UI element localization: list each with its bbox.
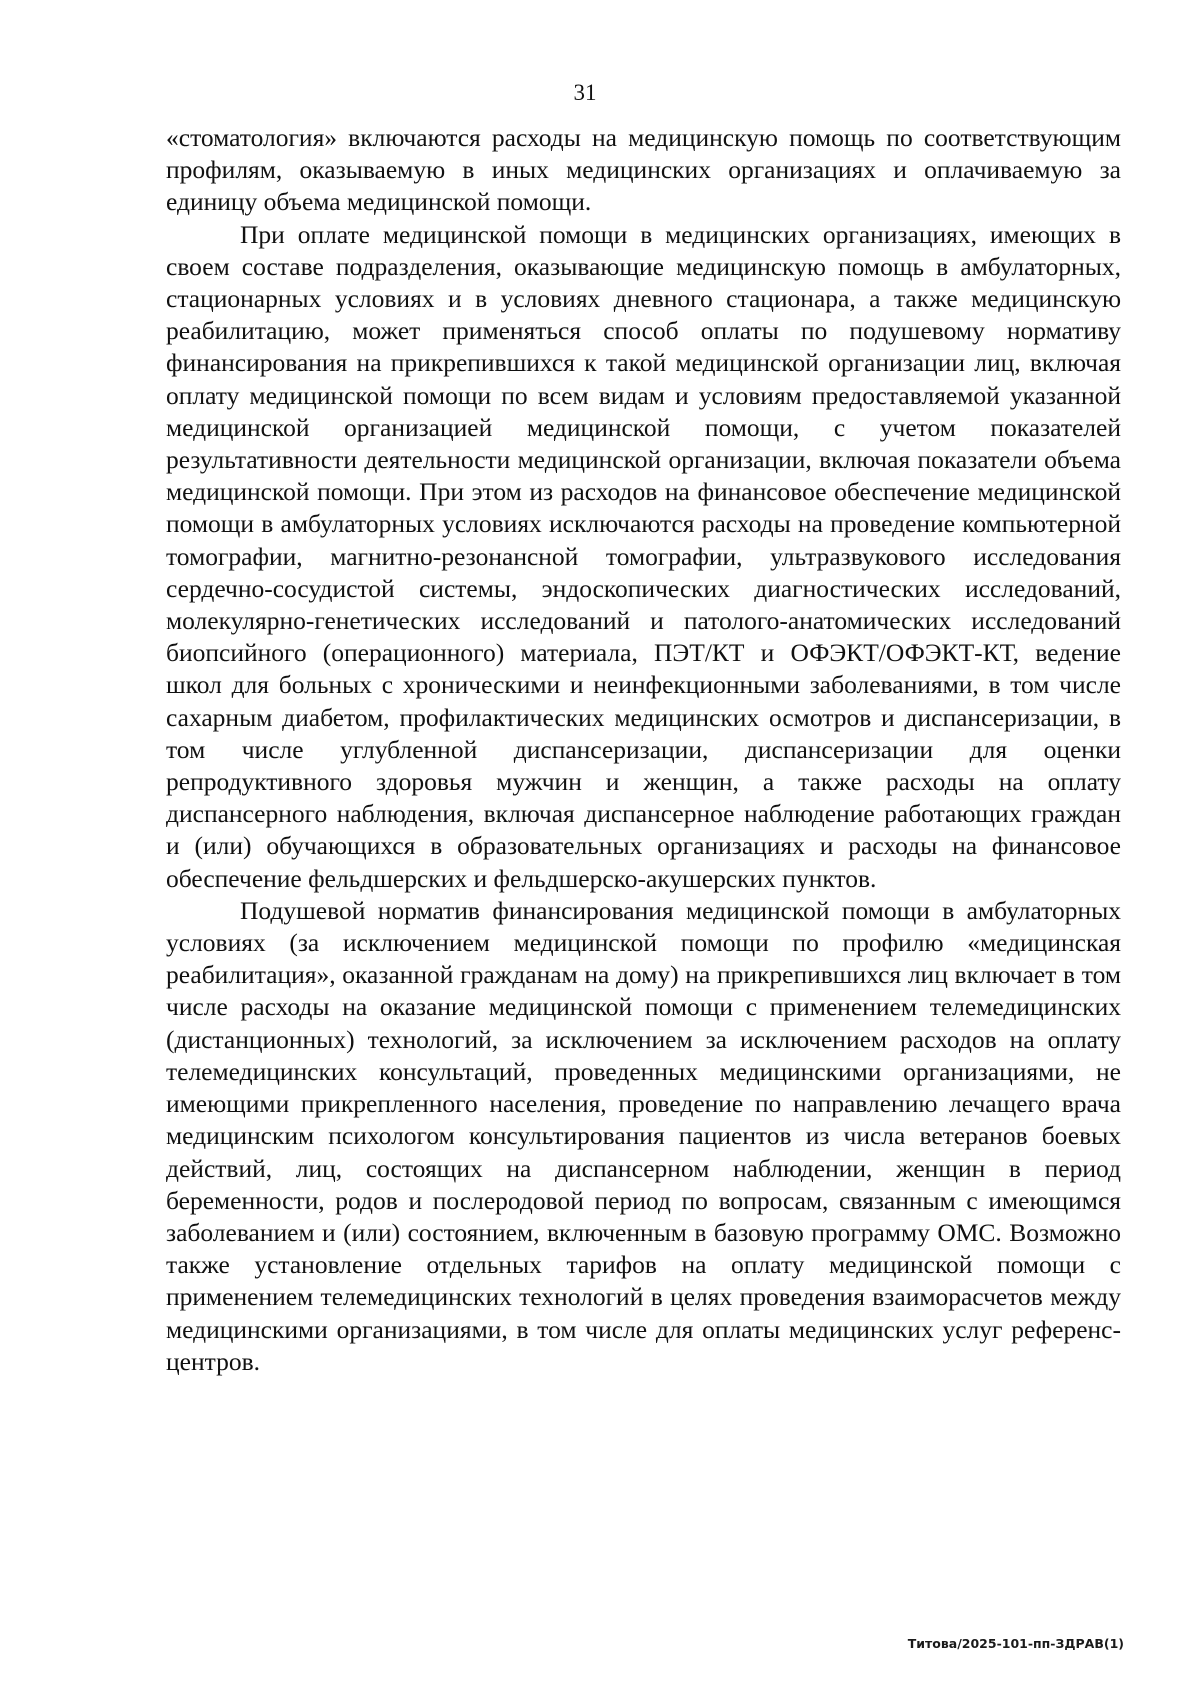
footer-document-code: Титова/2025-101-пп-ЗДРАВ(1) — [907, 1636, 1124, 1651]
paragraph-per-capita-standard: Подушевой норматив финансирования медицинской помощи в амбулаторных условиях (за исключением медицинской помощи по профилю «медицинская реабилитация», оказанной гражданам на дому) на прикрепившихся лиц включает в том числе расходы на оказание медицинской помощи с применением телемедицинских (дистанционных) технологий, за исключением за исключением расходов на оплату телемедицинских консультаций, проведенных медицинскими организациями, не имеющими прикрепленного населения, проведение по направлению лечащего врача медицинским психологом консультирования пациентов из числа ветеранов боевых действий, лиц, состоящих на диспансерном наблюдении, женщин в период беременности, родов и послеродовой период по вопросам, связанным с имеющимся заболеванием и (или) состоянием, включенным в базовую программу ОМС. Возможно также установление отдельных тарифов на оплату медицинской помощи с применением телемедицинских технологий в целях проведения взаиморасчетов между медицинскими организациями, в том числе для оплаты медицинских услуг референс-центров. — [166, 895, 1121, 1376]
paragraph-continuation: «стоматология» включаются расходы на медицинскую помощь по соответствующим профилям, оказываемую в иных медицинских организациях и оплачиваемую за единицу объема медицинской помощи. — [166, 123, 1121, 217]
paragraph-payment-method: При оплате медицинской помощи в медицинских организациях, имеющих в своем составе подразделения, оказывающие медицинскую помощь в амбулаторных, стационарных условиях и в условиях дневного стационара, а также медицинскую реабилитацию, может применяться способ оплаты по подушевому нормативу финансирования на прикрепившихся к такой медицинской организации лиц, включая оплату медицинской помощи по всем видам и условиям предоставляемой указанной медицинской организацией медицинской помощи, с учетом показателей результативности деятельности медицинской организации, включая показатели объема медицинской помощи. При этом из расходов на финансовое обеспечение медицинской помощи в амбулаторных условиях исключаются расходы на проведение компьютерной томографии, магнитно-резонансной томографии, ультразвукового исследования сердечно-сосудистой системы, эндоскопических диагностических исследований, молекулярно-генетических исследований и патолого-анатомических исследований биопсийного (операционного) материала, ПЭТ/КТ и ОФЭКТ/ОФЭКТ-КТ, ведение школ для больных с хроническими и неинфекционными заболеваниями, в том числе сахарным диабетом, профилактических медицинских осмотров и диспансеризации, в том числе углубленной диспансеризации, диспансеризации для оценки репродуктивного здоровья мужчин и женщин, а также расходы на оплату диспансерного наблюдения, включая диспансерное наблюдение работающих граждан и (или) обучающихся в образовательных организациях и расходы на финансовое обеспечение фельдшерских и фельдшерско-акушерских пунктов. — [166, 219, 1121, 893]
document-body — [166, 122, 1121, 1378]
page-number: 31 — [573, 80, 597, 105]
